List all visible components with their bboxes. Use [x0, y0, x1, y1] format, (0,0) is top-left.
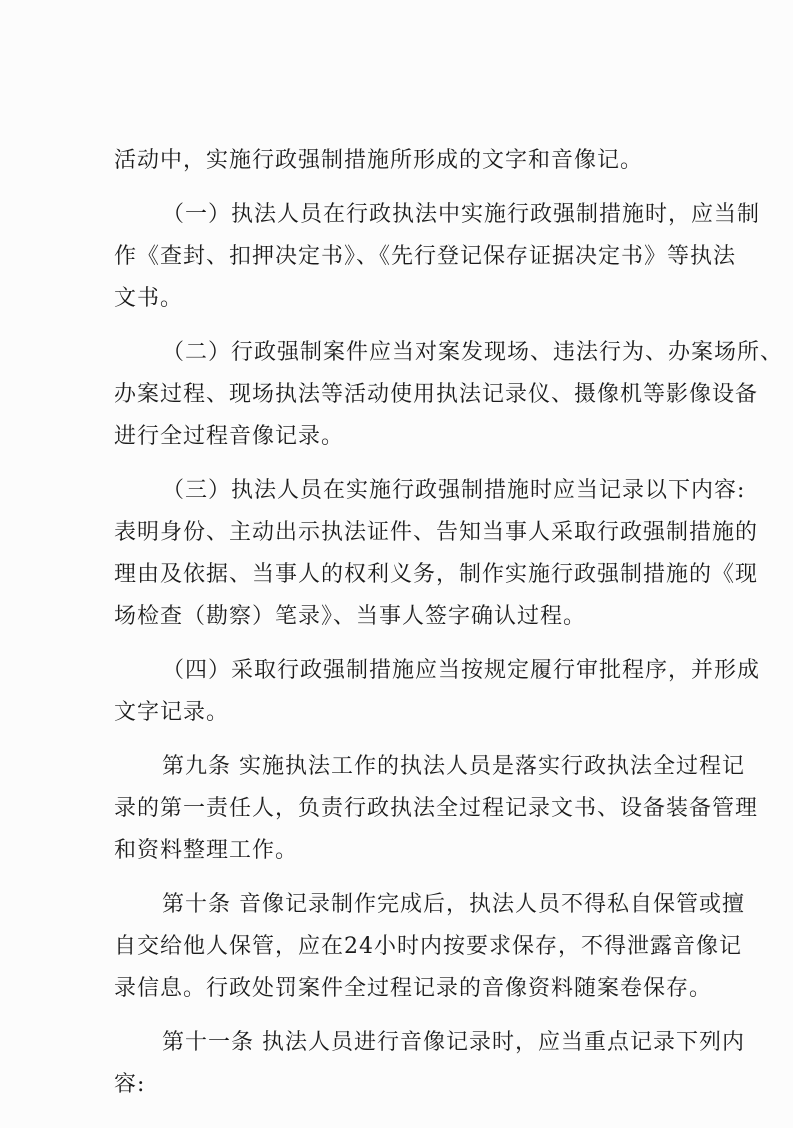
text-line: 录信息。行政处罚案件全过程记录的音像资料随案卷保存。 [114, 976, 713, 1001]
text-line: 理由及依据、当事人的权利义务，制作实施行政强制措施的《现 [114, 562, 759, 587]
text-line: （二）行政强制案件应当对案发现场、违法行为、办案场所、 [162, 340, 784, 365]
text-line: 办案过程、现场执法等活动使用执法记录仪、摄像机等影像设备 [114, 382, 759, 407]
paragraph-2 [114, 194, 761, 320]
text-line: 场检查（勘察）笔录》、当事人签字确认过程。 [114, 604, 587, 629]
text-line: 录的第一责任人，负责行政执法全过程记录文书、设备装备管理 [114, 796, 759, 821]
text-line: 作《查封、扣押决定书》、《先行登记保存证据决定书》等执法 [114, 244, 737, 269]
text-line: 和资料整理工作。 [114, 838, 299, 863]
text-line: 第十一条 执法人员进行音像记录时，应当重点记录下列内 [162, 1030, 745, 1055]
text-line: 第九条 实施执法工作的执法人员是落实行政执法全过程记 [162, 754, 745, 779]
paragraph-3 [114, 332, 784, 458]
text-line: 活动中，实施行政强制措施所形成的文字和音像记。 [114, 148, 644, 173]
paragraph-4 [114, 470, 759, 638]
paragraph-5 [114, 650, 761, 734]
text-line: 文字记录。 [114, 700, 230, 725]
article-10 [114, 884, 745, 1010]
text-line: 第十条 音像记录制作完成后，执法人员不得私自保管或擅 [162, 892, 745, 917]
text-line: 自交给他人保管，应在24小时内按要求保存，不得泄露音像记 [114, 934, 742, 959]
text-line: （一）执法人员在行政执法中实施行政强制措施时，应当制 [162, 202, 761, 227]
document-body [114, 140, 784, 1106]
text-line: 表明身份、主动出示执法证件、告知当事人采取行政强制措施的 [114, 520, 759, 545]
article-9 [114, 746, 759, 872]
text-line: 进行全过程音像记录。 [114, 424, 345, 449]
text-line: 容: [114, 1072, 146, 1097]
text-line: 文书。 [114, 286, 184, 311]
article-11 [114, 1022, 745, 1106]
text-line: （三）执法人员在实施行政强制措施时应当记录以下内容: [162, 478, 746, 503]
paragraph-1 [114, 140, 706, 182]
text-line: （四）采取行政强制措施应当按规定履行审批程序，并形成 [162, 658, 761, 683]
